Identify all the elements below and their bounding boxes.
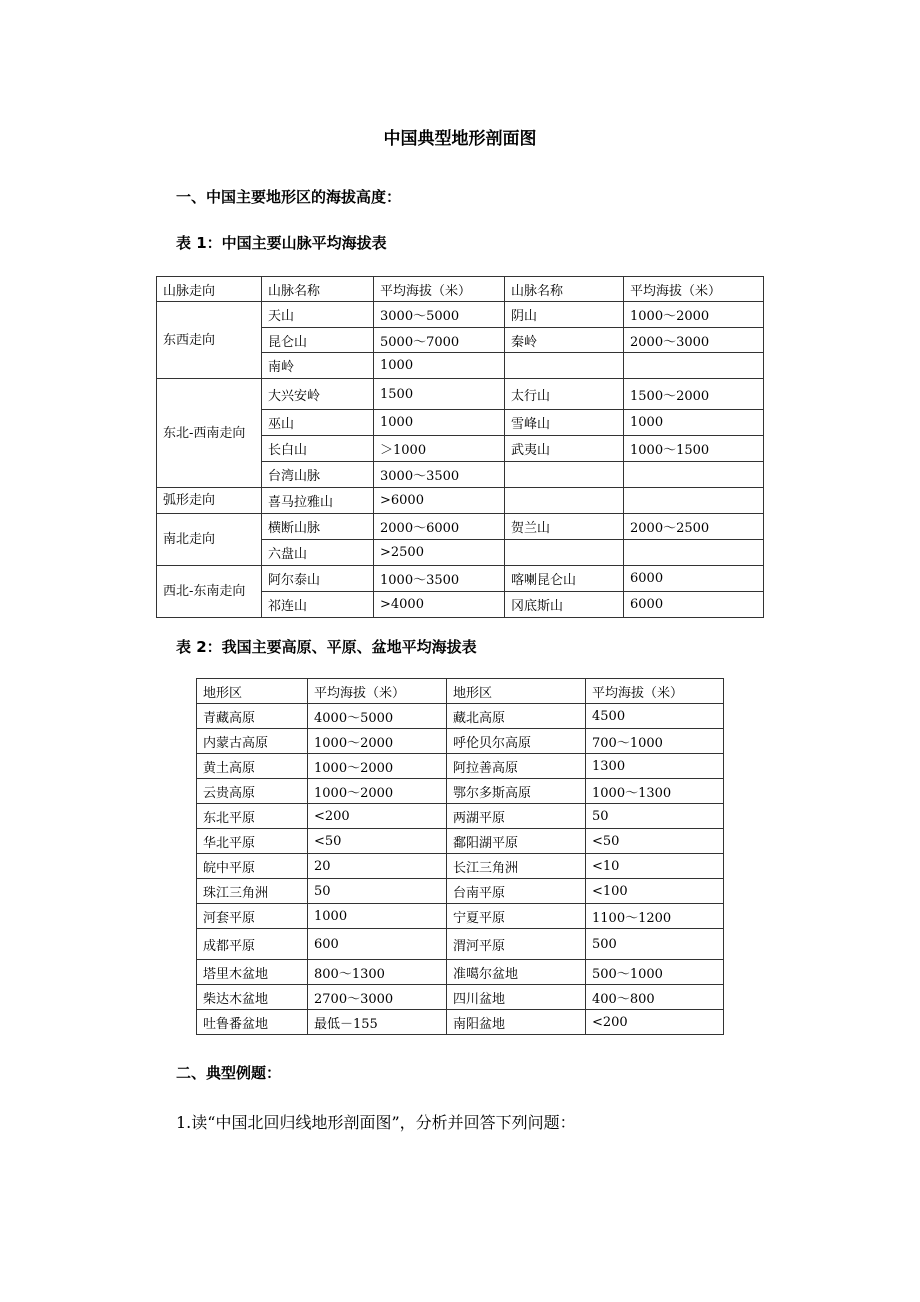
direction-cell: 西北-东南走向 — [157, 566, 262, 618]
table-row — [197, 779, 724, 804]
data-cell: 1000～2000 — [308, 754, 447, 779]
data-cell: 六盘山 — [262, 540, 374, 566]
data-cell: 喀喇昆仑山 — [505, 566, 624, 592]
header-cell: 山脉名称 — [505, 277, 624, 302]
data-cell: 渭河平原 — [447, 929, 586, 960]
section-heading-2: 二、典型例题： — [176, 1064, 282, 1082]
data-cell: 长江三角洲 — [447, 854, 586, 879]
data-cell: 1000 — [374, 410, 505, 436]
data-cell: 50 — [308, 879, 447, 904]
data-cell: 东北平原 — [197, 804, 308, 829]
data-cell: 500～1000 — [586, 960, 724, 985]
data-cell: 云贵高原 — [197, 779, 308, 804]
data-cell: 内蒙古高原 — [197, 729, 308, 754]
data-cell: <50 — [308, 829, 447, 854]
table-row — [197, 960, 724, 985]
data-cell: 四川盆地 — [447, 985, 586, 1010]
data-cell: 1000 — [374, 353, 505, 379]
data-cell: 呼伦贝尔高原 — [447, 729, 586, 754]
data-cell: 南阳盆地 — [447, 1010, 586, 1035]
data-cell: 1000 — [624, 410, 764, 436]
data-cell: 50 — [586, 804, 724, 829]
data-cell: 黄土高原 — [197, 754, 308, 779]
data-cell: 1000～2000 — [308, 779, 447, 804]
header-cell: 平均海拔（米） — [308, 679, 447, 704]
data-cell: 祁连山 — [262, 592, 374, 618]
direction-cell: 弧形走向 — [157, 488, 262, 514]
data-cell: 台湾山脉 — [262, 462, 374, 488]
data-cell: 青藏高原 — [197, 704, 308, 729]
header-cell: 山脉走向 — [157, 277, 262, 302]
data-cell: 藏北高原 — [447, 704, 586, 729]
data-cell: 长白山 — [262, 436, 374, 462]
table-row — [157, 488, 764, 514]
table-row — [157, 514, 764, 540]
data-cell: 400～800 — [586, 985, 724, 1010]
table-row — [197, 754, 724, 779]
header-cell: 地形区 — [197, 679, 308, 704]
header-cell: 地形区 — [447, 679, 586, 704]
data-cell: 1000～2000 — [308, 729, 447, 754]
data-cell: 太行山 — [505, 379, 624, 410]
table-row — [197, 804, 724, 829]
direction-cell: 东北-西南走向 — [157, 379, 262, 488]
data-cell: 500 — [586, 929, 724, 960]
data-cell: 天山 — [262, 302, 374, 328]
data-cell: 2000～2500 — [624, 514, 764, 540]
data-cell: 鄂尔多斯高原 — [447, 779, 586, 804]
data-cell: 大兴安岭 — [262, 379, 374, 410]
data-cell: 柴达木盆地 — [197, 985, 308, 1010]
data-cell: 1000～3500 — [374, 566, 505, 592]
data-cell: 5000～7000 — [374, 328, 505, 353]
question-1: 1.读“中国北回归线地形剖面图”，分析并回答下列问题： — [176, 1113, 576, 1132]
data-cell: 1000～1500 — [624, 436, 764, 462]
data-cell: <200 — [308, 804, 447, 829]
data-cell: 1100～1200 — [586, 904, 724, 929]
data-cell: 最低－155 — [308, 1010, 447, 1035]
data-cell — [624, 540, 764, 566]
data-cell: 阿拉善高原 — [447, 754, 586, 779]
data-cell: >2500 — [374, 540, 505, 566]
data-cell: 秦岭 — [505, 328, 624, 353]
data-cell: 两湖平原 — [447, 804, 586, 829]
data-cell: 河套平原 — [197, 904, 308, 929]
data-cell: 横断山脉 — [262, 514, 374, 540]
data-cell: 喜马拉雅山 — [262, 488, 374, 514]
table-row — [197, 829, 724, 854]
table1-caption: 表 1：中国主要山脉平均海拔表 — [176, 234, 387, 252]
table-row — [197, 879, 724, 904]
data-cell — [505, 488, 624, 514]
data-cell: 2000～6000 — [374, 514, 505, 540]
data-cell: 1500～2000 — [624, 379, 764, 410]
table-row — [157, 302, 764, 328]
direction-cell: 东西走向 — [157, 302, 262, 379]
section-heading-1: 一、中国主要地形区的海拔高度： — [176, 188, 402, 206]
data-cell: 昆仑山 — [262, 328, 374, 353]
table-header-row — [157, 277, 764, 302]
data-cell: 皖中平原 — [197, 854, 308, 879]
data-cell: 台南平原 — [447, 879, 586, 904]
data-cell: 武夷山 — [505, 436, 624, 462]
data-cell: 20 — [308, 854, 447, 879]
data-cell: 800～1300 — [308, 960, 447, 985]
data-cell: 6000 — [624, 592, 764, 618]
table-row — [197, 1010, 724, 1035]
data-cell — [505, 462, 624, 488]
data-cell — [505, 540, 624, 566]
data-cell — [624, 462, 764, 488]
data-cell: <100 — [586, 879, 724, 904]
data-cell: ＞1000 — [374, 436, 505, 462]
table-header-row — [197, 679, 724, 704]
data-cell: <50 — [586, 829, 724, 854]
data-cell: 吐鲁番盆地 — [197, 1010, 308, 1035]
data-cell — [624, 353, 764, 379]
data-cell: >6000 — [374, 488, 505, 514]
data-cell: 1000 — [308, 904, 447, 929]
data-cell: 1000～1300 — [586, 779, 724, 804]
table-row — [197, 729, 724, 754]
page-title: 中国典型地形剖面图 — [383, 129, 537, 149]
data-cell: >4000 — [374, 592, 505, 618]
data-cell: 阴山 — [505, 302, 624, 328]
data-cell: 南岭 — [262, 353, 374, 379]
data-cell: 鄱阳湖平原 — [447, 829, 586, 854]
table2-caption: 表 2：我国主要高原、平原、盆地平均海拔表 — [176, 638, 477, 656]
data-cell: 3000～5000 — [374, 302, 505, 328]
data-cell: 宁夏平原 — [447, 904, 586, 929]
table-row — [157, 566, 764, 592]
table-row — [197, 704, 724, 729]
header-cell: 平均海拔（米） — [374, 277, 505, 302]
data-cell: 3000～3500 — [374, 462, 505, 488]
data-cell: <200 — [586, 1010, 724, 1035]
header-cell: 平均海拔（米） — [586, 679, 724, 704]
data-cell: 阿尔泰山 — [262, 566, 374, 592]
data-cell: 准噶尔盆地 — [447, 960, 586, 985]
data-cell: 6000 — [624, 566, 764, 592]
data-cell — [505, 353, 624, 379]
header-cell: 山脉名称 — [262, 277, 374, 302]
table-row — [197, 904, 724, 929]
data-cell: 2700～3000 — [308, 985, 447, 1010]
data-cell: 成都平原 — [197, 929, 308, 960]
data-cell: 1500 — [374, 379, 505, 410]
data-cell: 华北平原 — [197, 829, 308, 854]
data-cell: 1300 — [586, 754, 724, 779]
data-cell: <10 — [586, 854, 724, 879]
data-cell: 雪峰山 — [505, 410, 624, 436]
data-cell: 贺兰山 — [505, 514, 624, 540]
data-cell: 600 — [308, 929, 447, 960]
data-cell: 2000～3000 — [624, 328, 764, 353]
table-row — [157, 379, 764, 410]
data-cell: 塔里木盆地 — [197, 960, 308, 985]
data-cell: 4500 — [586, 704, 724, 729]
data-cell: 1000～2000 — [624, 302, 764, 328]
data-cell: 700～1000 — [586, 729, 724, 754]
table-row — [197, 929, 724, 960]
landform-elevation-table — [196, 678, 724, 1035]
header-cell: 平均海拔（米） — [624, 277, 764, 302]
data-cell: 巫山 — [262, 410, 374, 436]
data-cell: 珠江三角洲 — [197, 879, 308, 904]
data-cell: 4000～5000 — [308, 704, 447, 729]
table-row — [197, 854, 724, 879]
data-cell: 冈底斯山 — [505, 592, 624, 618]
data-cell — [624, 488, 764, 514]
table-row — [197, 985, 724, 1010]
direction-cell: 南北走向 — [157, 514, 262, 566]
mountain-elevation-table — [156, 276, 764, 618]
